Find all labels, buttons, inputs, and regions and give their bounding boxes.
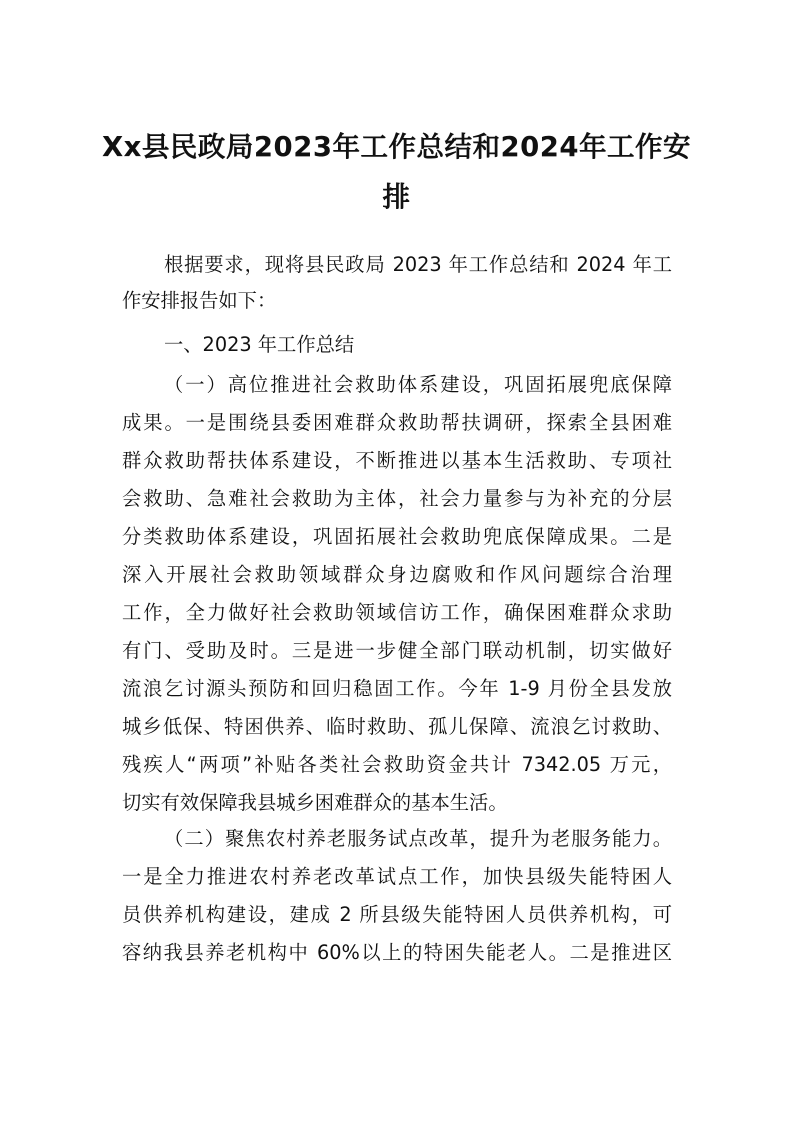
document-title: Xx县民政局2023年工作总结和2024年工作安排	[101, 131, 691, 213]
paragraph-line: 成果。一是围绕县委困难群众救助帮扶调研，探索全县困难	[122, 411, 672, 434]
paragraph-line: 容纳我县养老机构中 60%以上的特困失能老人。二是推进区	[122, 941, 672, 964]
paragraph-line: 城乡低保、特困供养、临时救助、孤儿保障、流浪乞讨救助、	[122, 715, 672, 738]
paragraph-line: 群众救助帮扶体系建设，不断推进以基本生活救助、专项社	[122, 449, 672, 472]
paragraph-line: 会救助、急难社会救助为主体，社会力量参与为补充的分层	[122, 487, 672, 510]
subsection-heading: （二）聚焦农村养老服务试点改革，提升为老服务能力。	[164, 827, 672, 850]
paragraph-line: 工作，全力做好社会救助领域信访工作，确保困难群众求助	[122, 601, 672, 624]
paragraph-line: 切实有效保障我县城乡困难群众的基本生活。	[122, 791, 508, 814]
subsection-heading: （一）高位推进社会救助体系建设，巩固拓展兜底保障	[164, 373, 672, 396]
paragraph-line: 有门、受助及时。三是进一步健全部门联动机制，切实做好	[122, 639, 672, 662]
paragraph-line: 一是全力推进农村养老改革试点工作，加快县级失能特困人	[122, 865, 672, 888]
paragraph-line: 员供养机构建设，建成 2 所县级失能特困人员供养机构，可	[122, 903, 672, 926]
paragraph-line: 根据要求，现将县民政局 2023 年工作总结和 2024 年工	[164, 253, 672, 276]
paragraph-line: 流浪乞讨源头预防和回归稳固工作。今年 1-9 月份全县发放	[122, 677, 672, 700]
section-heading: 一、2023 年工作总结	[164, 333, 355, 356]
paragraph-line: 残疾人“两项”补贴各类社会救助资金共计 7342.05 万元，	[122, 753, 672, 776]
paragraph-line: 作安排报告如下：	[122, 289, 277, 312]
paragraph-line: 分类救助体系建设，巩固拓展社会救助兜底保障成果。二是	[122, 525, 672, 548]
paragraph-line: 深入开展社会救助领域群众身边腐败和作风问题综合治理	[122, 563, 672, 586]
